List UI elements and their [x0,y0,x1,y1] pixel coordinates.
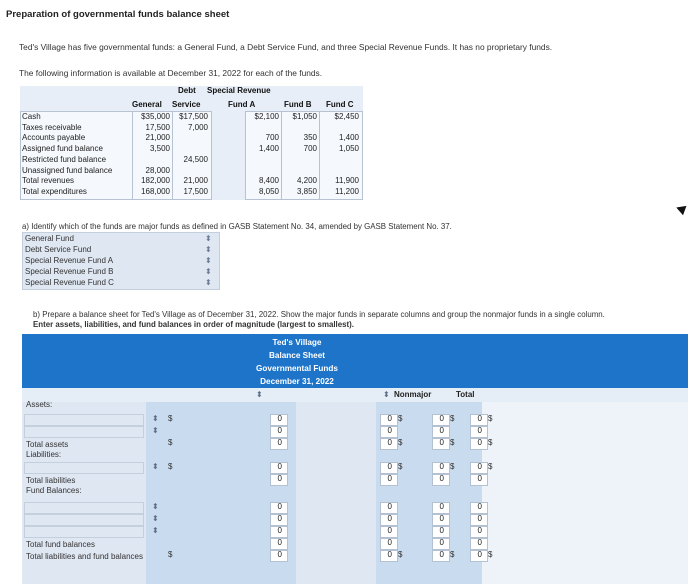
table-cell-c: 11,200 [335,186,359,196]
bs-title-date: December 31, 2022 [260,377,334,386]
table-cell-a: $2,100 [254,112,279,121]
bs-dollar-sign: $ [168,414,173,423]
bs-amount-value: 0 [439,538,444,547]
major-funds-list [22,232,220,290]
table-cell-a: 1,400 [258,144,279,154]
bs-total-liabilities-label: Total liabilities [26,476,76,485]
major-select-fund-b[interactable]: ⬍ [205,267,212,276]
bs-amount-value: 0 [277,438,282,447]
bs-amount-value: 0 [277,526,282,535]
mouse-cursor-icon [675,203,687,215]
bs-dollar-sign: $ [488,414,493,423]
bs-dollar-sign: $ [488,550,493,559]
header-debt: Debt [178,86,196,95]
table-row-label: Taxes receivable [22,122,82,132]
table-cell-general: 168,000 [141,186,170,196]
bs-amount-value: 0 [387,502,392,511]
table-cell-service: 17,500 [183,186,208,196]
bs-amount-value: 0 [439,526,444,535]
table-cell-a: 8,050 [258,186,279,196]
bs-amount-value: 0 [277,550,282,559]
table-row-label: Total revenues [22,176,75,186]
header-fund-b: Fund B [284,100,312,109]
bs-dollar-sign: $ [398,438,403,447]
bs-amount-value: 0 [439,502,444,511]
bs-dollar-sign: $ [398,550,403,559]
header-general: General [132,100,162,109]
table-cell-service: 7,000 [187,122,208,132]
bs-fund-balances-label: Fund Balances: [26,486,82,495]
header-fund-a: Fund A [228,100,256,109]
bs-amount-value: 0 [477,426,482,435]
table-cell-general: 3,500 [149,144,170,154]
bs-col-nonmajor: Nonmajor [394,390,432,399]
table-cell-a: 700 [265,133,279,143]
bs-row-select[interactable]: ⬍ [152,526,159,535]
bs-amount-value: 0 [387,438,392,447]
table-cell-c: $2,450 [334,112,359,121]
table-row-label: Cash [22,112,41,121]
table-cell-general: 28,000 [145,165,170,175]
bs-total-liab-fb-label: Total liabilities and fund balances [26,552,143,561]
bs-amount-value: 0 [387,538,392,547]
bs-total-fund-balances-label: Total fund balances [26,540,95,549]
table-row-label: Accounts payable [22,133,86,143]
bs-liabilities-label: Liabilities: [26,450,62,459]
info-line: The following information is available at December 31, 2022 for each of the funds. [19,68,323,78]
major-select-fund-a[interactable]: ⬍ [205,256,212,265]
table-cell-general: 182,000 [141,176,170,186]
bs-row-select[interactable]: ⬍ [152,462,159,471]
bs-row-select[interactable]: ⬍ [152,514,159,523]
bs-account-input[interactable] [24,462,144,474]
table-cell-service: $17,500 [179,112,208,121]
table-cell-b: $1,050 [292,112,317,121]
bs-row-select[interactable]: ⬍ [152,414,159,423]
bs-amount-value: 0 [387,514,392,523]
bs-amount-value: 0 [477,526,482,535]
bs-assets-label: Assets: [26,400,53,409]
fund-special-c: Special Revenue Fund C [25,278,114,287]
bs-col-total: Total [456,390,475,399]
table-cell-service: 21,000 [183,176,208,186]
table-row-label: Total expenditures [22,186,87,196]
table-cell-service: 24,500 [183,154,208,164]
table-row-label: Assigned fund balance [22,144,103,154]
bs-amount-value: 0 [439,462,444,471]
part-b-instruction: Enter assets, liabilities, and fund balances in order of magnitude (largest to smallest). [33,320,354,329]
bs-column-select[interactable]: ⬍ [256,390,263,399]
bs-amount-value: 0 [477,474,482,483]
bs-dollar-sign: $ [488,462,493,471]
bs-account-input[interactable] [24,502,144,514]
bs-dollar-sign: $ [168,438,173,447]
bs-account-input[interactable] [24,514,144,526]
bs-amount-value: 0 [477,550,482,559]
table-row-label: Unassigned fund balance [22,165,113,175]
bs-title-balance-sheet: Balance Sheet [269,351,325,360]
bs-amount-value: 0 [439,550,444,559]
intro-text: Ted's Village has five governmental funds: a General Fund, a Debt Service Fund, and three Special Revenue Funds. It has no proprietary funds. [19,42,553,52]
bs-amount-value: 0 [277,474,282,483]
bs-amount-value: 0 [387,526,392,535]
table-cell-b: 350 [303,133,317,143]
major-select-fund-c[interactable]: ⬍ [205,278,212,287]
bs-dollar-sign: $ [398,462,403,471]
bs-title-village: Ted's Village [272,338,322,347]
bs-total-assets-label: Total assets [26,440,69,449]
table-cell-b: 3,850 [296,186,317,196]
header-service: Service [172,100,201,109]
bs-dollar-sign: $ [168,550,173,559]
bs-dollar-sign: $ [450,550,455,559]
table-cell-c: 1,400 [338,133,359,143]
fund-special-b: Special Revenue Fund B [25,267,114,276]
balance-sheet [22,334,688,584]
bs-row-select[interactable]: ⬍ [152,502,159,511]
bs-account-input[interactable] [24,526,144,538]
part-a-question: a) Identify which of the funds are major funds as defined in GASB Statement No. 34, amended by GASB Statement No. 37. [22,222,452,231]
bs-dollar-sign: $ [168,462,173,471]
bs-amount-value: 0 [439,514,444,523]
header-fund-c: Fund C [326,100,354,109]
fund-data-table [20,86,363,200]
bs-amount-value: 0 [387,462,392,471]
table-cell-c: 1,050 [338,144,359,154]
table-cell-a: 8,400 [258,176,279,186]
bs-dollar-sign: $ [488,438,493,447]
major-select-general[interactable]: ⬍ [205,234,212,243]
bs-dollar-sign: $ [450,414,455,423]
bs-dollar-sign: $ [398,414,403,423]
bs-account-input[interactable] [24,426,144,438]
bs-amount-value: 0 [439,414,444,423]
part-b-question: b) Prepare a balance sheet for Ted's Village as of December 31, 2022. Show the major funds in separate columns and group the nonmajor funds in a single column. [33,310,605,319]
bs-amount-value: 0 [477,514,482,523]
bs-amount-value: 0 [277,414,282,423]
fund-debt-service: Debt Service Fund [25,245,92,254]
bs-title-governmental: Governmental Funds [256,364,338,373]
table-cell-general: 17,500 [145,122,170,132]
table-cell-general: $35,000 [141,112,170,121]
bs-amount-value: 0 [277,538,282,547]
fund-special-a: Special Revenue Fund A [25,256,114,265]
bs-amount-value: 0 [439,438,444,447]
bs-dollar-sign: $ [450,438,455,447]
table-row-label: Restricted fund balance [22,154,107,164]
table-cell-b: 4,200 [296,176,317,186]
bs-nonmajor-select[interactable]: ⬍ [383,390,390,399]
bs-amount-value: 0 [387,414,392,423]
bs-amount-value: 0 [277,514,282,523]
bs-amount-value: 0 [387,474,392,483]
header-special-revenue: Special Revenue [207,86,271,95]
bs-amount-value: 0 [477,414,482,423]
bs-amount-value: 0 [439,474,444,483]
bs-amount-value: 0 [477,438,482,447]
table-cell-b: 700 [303,144,317,154]
bs-amount-value: 0 [387,426,392,435]
bs-account-input[interactable] [24,414,144,426]
page-title: Preparation of governmental funds balance sheet [6,9,230,20]
major-select-debt-service[interactable]: ⬍ [205,245,212,254]
bs-amount-value: 0 [477,502,482,511]
bs-amount-value: 0 [387,550,392,559]
bs-amount-value: 0 [277,462,282,471]
bs-amount-value: 0 [477,538,482,547]
table-cell-general: 21,000 [145,133,170,143]
fund-general: General Fund [25,234,74,243]
bs-amount-value: 0 [477,462,482,471]
bs-amount-value: 0 [439,426,444,435]
bs-dollar-sign: $ [450,462,455,471]
bs-amount-value: 0 [277,426,282,435]
bs-amount-value: 0 [277,502,282,511]
bs-row-select[interactable]: ⬍ [152,426,159,435]
table-cell-c: 11,900 [335,176,359,186]
